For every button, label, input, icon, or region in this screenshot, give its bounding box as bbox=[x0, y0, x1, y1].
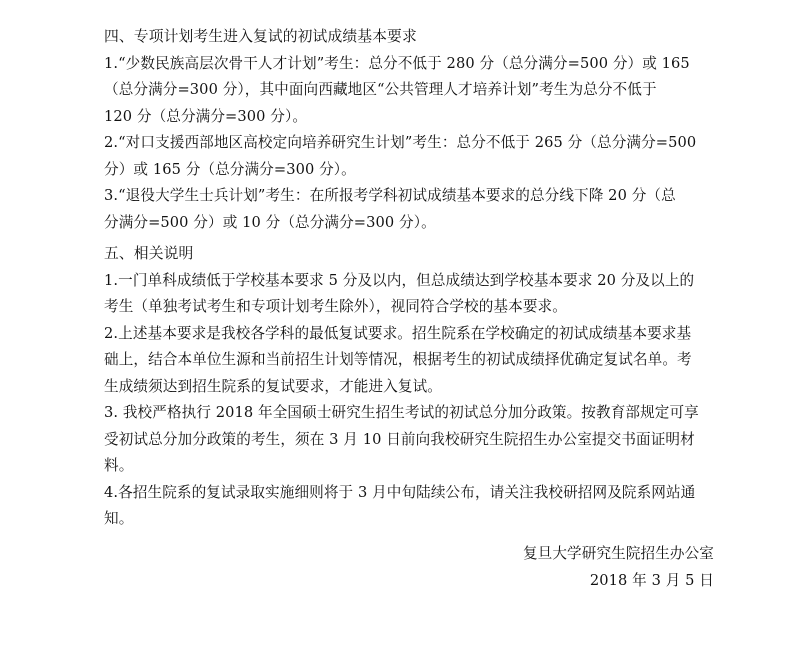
section-4-line-7: 分满分=500 分）或 10 分（总分满分=300 分）。 bbox=[104, 213, 436, 231]
signature-office: 复旦大学研究生院招生办公室 bbox=[522, 545, 714, 562]
section-5-line-1: 1.一门单科成绩低于学校基本要求 5 分及以内，但总成绩达到学校基本要求 20 分及以上的 bbox=[104, 271, 695, 289]
section-4-line-4: 2.“对口支援西部地区高校定向培养研究生计划”考生：总分不低于 265 分（总分满分=500 bbox=[104, 134, 697, 151]
section-5-line-8: 料。 bbox=[104, 457, 134, 474]
section-5-line-4: 础上，结合本单位生源和当前招生计划等情况，根据考生的初试成绩择优确定复试名单。考 bbox=[104, 351, 692, 368]
section-4-line-2: （总分满分=300 分），其中面向西藏地区“公共管理人才培养计划”考生为总分不低于 bbox=[104, 81, 657, 98]
section-5-heading: 五、相关说明 bbox=[104, 245, 194, 262]
section-5-line-10: 知。 bbox=[104, 510, 134, 527]
signature-date: 2018 年 3 月 5 日 bbox=[589, 571, 714, 589]
section-4-line-6: 3.“退役大学生士兵计划”考生：在所报考学科初试成绩基本要求的总分线下降 20 分（总 bbox=[104, 187, 676, 204]
section-4-line-1: 1.“少数民族高层次骨干人才计划”考生：总分不低于 280 分（总分满分=500 分）或 165 bbox=[104, 54, 690, 72]
section-4 bbox=[104, 24, 716, 236]
section-5-line-5: 生成绩须达到招生院系的复试要求，才能进入复试。 bbox=[104, 377, 442, 395]
section-4-line-5: 分）或 165 分（总分满分=300 分）。 bbox=[104, 160, 356, 178]
section-4-heading: 四、专项计划考生进入复试的初试成绩基本要求 bbox=[104, 28, 417, 45]
section-5-line-2: 考生（单独考试考生和专项计划考生除外），视同符合学校的基本要求。 bbox=[104, 298, 567, 315]
section-5-line-3: 2.上述基本要求是我校各学科的最低复试要求。招生院系在学校确定的初试成绩基本要求基 bbox=[104, 324, 692, 342]
signature-block bbox=[523, 541, 714, 594]
section-4-line-3: 120 分（总分满分=300 分）。 bbox=[104, 107, 308, 125]
section-5-line-6: 3. 我校严格执行 2018 年全国硕士研究生招生考试的初试总分加分政策。按教育部规定可享 bbox=[104, 404, 699, 421]
section-5-line-9: 4.各招生院系的复试录取实施细则将于 3 月中旬陆续公布，请关注我校研招网及院系网站通 bbox=[104, 483, 696, 501]
section-5-line-7: 受初试总分加分政策的考生，须在 3 月 10 日前向我校研究生院招生办公室提交书面证明材 bbox=[104, 430, 695, 448]
section-5 bbox=[104, 241, 716, 533]
